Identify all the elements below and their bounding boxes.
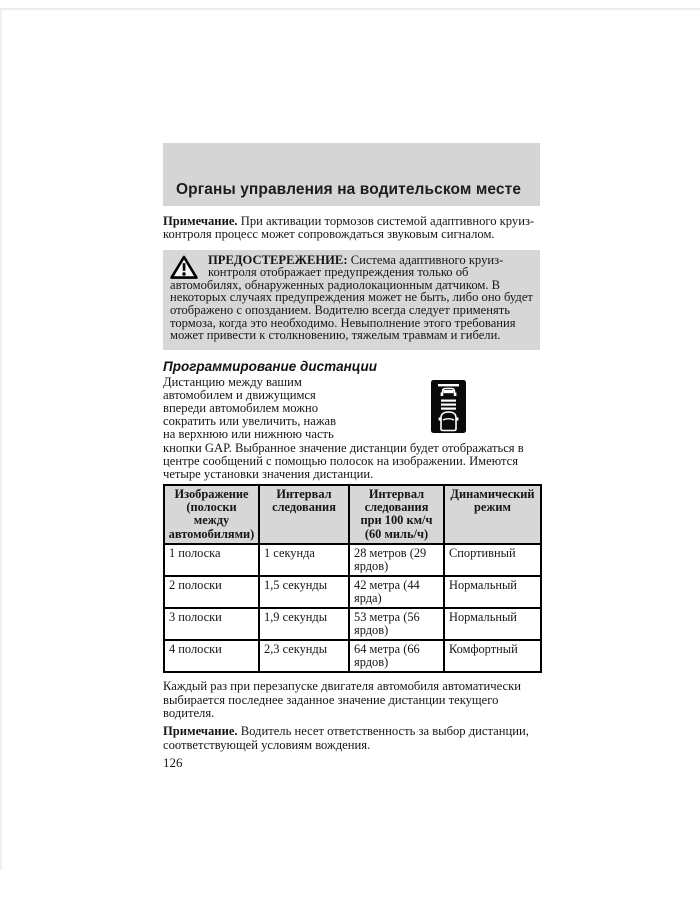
- table-cell: 1 полоска: [164, 544, 259, 576]
- table-row: [164, 544, 541, 576]
- table-cell: 64 метра (66 ярдов): [349, 640, 444, 672]
- table-cell: 4 полоски: [164, 640, 259, 672]
- section-title: Органы управления на водительском месте: [176, 181, 522, 198]
- gap-paragraph: [163, 376, 540, 482]
- note-text: Водитель несет ответственность за выбор дистанции, соответствующей условиям вождения.: [163, 724, 529, 752]
- section-heading: Программирование дистанции: [163, 358, 377, 374]
- warning-box: [163, 250, 540, 350]
- distance-settings-table: [163, 484, 542, 673]
- table-cell: 1,5 секунды: [259, 576, 349, 608]
- section-title-bar: [163, 143, 540, 206]
- table-cell: Нормальный: [444, 608, 541, 640]
- table-header-cell: Динамический режим: [444, 485, 541, 543]
- table-cell: Спортивный: [444, 544, 541, 576]
- table-cell: 1,9 секунды: [259, 608, 349, 640]
- table-header-row: [164, 485, 541, 543]
- gap-paragraph-text: Дистанцию между вашим автомобилем и движущимся впереди автомобилем можно сократить или увеличить, нажав на верхнюю или нижнюю часть кнопки GAP. Выбранное значение дистанции будет отображаться в центре сообщений с помощью полосок на изображении. Имеются четыре установки значения дистанции.: [163, 374, 524, 482]
- manual-page-content: [163, 143, 540, 771]
- warning-triangle-icon: [170, 254, 208, 279]
- gap-button-icon: [343, 376, 540, 438]
- warning-label: ПРЕДОСТЕРЕЖЕНИЕ:: [208, 252, 348, 267]
- table-cell: 28 метров (29 ярдов): [349, 544, 444, 576]
- footer-paragraph: Каждый раз при перезапуске двигателя автомобиля автоматически выбирается последнее заданное значение дистанции текущего водителя.: [163, 679, 521, 720]
- table-row: [164, 640, 541, 672]
- table-cell: 1 секунда: [259, 544, 349, 576]
- note-paragraph-bottom: [163, 725, 540, 752]
- page-scan-edge-top: [0, 8, 700, 10]
- table-cell: 2,3 секунды: [259, 640, 349, 672]
- page-scan-edge-left: [0, 10, 2, 870]
- note-label: Примечание.: [163, 724, 238, 739]
- table-cell: 3 полоски: [164, 608, 259, 640]
- warning-text: Система адаптивного круиз-контроля отображает предупреждения только об автомобилях, обнаруженных радиолокационным датчиком. В некоторых случаях предупреждения может не быть, либо оно будет отображено с опозданием. Водителю всегда следует применять тормоза, когда это необходимо. Невыполнение этого требования может привести к столкновению, тяжелым травмам и гибели.: [170, 252, 533, 343]
- table-cell: 53 метра (56 ярдов): [349, 608, 444, 640]
- table-row: [164, 608, 541, 640]
- table-cell: Комфортный: [444, 640, 541, 672]
- page-number: 126: [163, 754, 183, 770]
- table-cell: Нормальный: [444, 576, 541, 608]
- table-header-cell: Изображение (полоски между автомобилями): [164, 485, 259, 543]
- table-header-cell: Интервал следования: [259, 485, 349, 543]
- table-cell: 42 метра (44 ярда): [349, 576, 444, 608]
- note-text: При активации тормозов системой адаптивного круиз-контроля процесс может сопровождаться звуковым сигналом.: [163, 214, 535, 242]
- table-header-cell: Интервал следования при 100 км/ч (60 миль/ч): [349, 485, 444, 543]
- table-cell: 2 полоски: [164, 576, 259, 608]
- note-paragraph-top: [163, 215, 540, 242]
- note-label: Примечание.: [163, 214, 238, 228]
- table-row: [164, 576, 541, 608]
